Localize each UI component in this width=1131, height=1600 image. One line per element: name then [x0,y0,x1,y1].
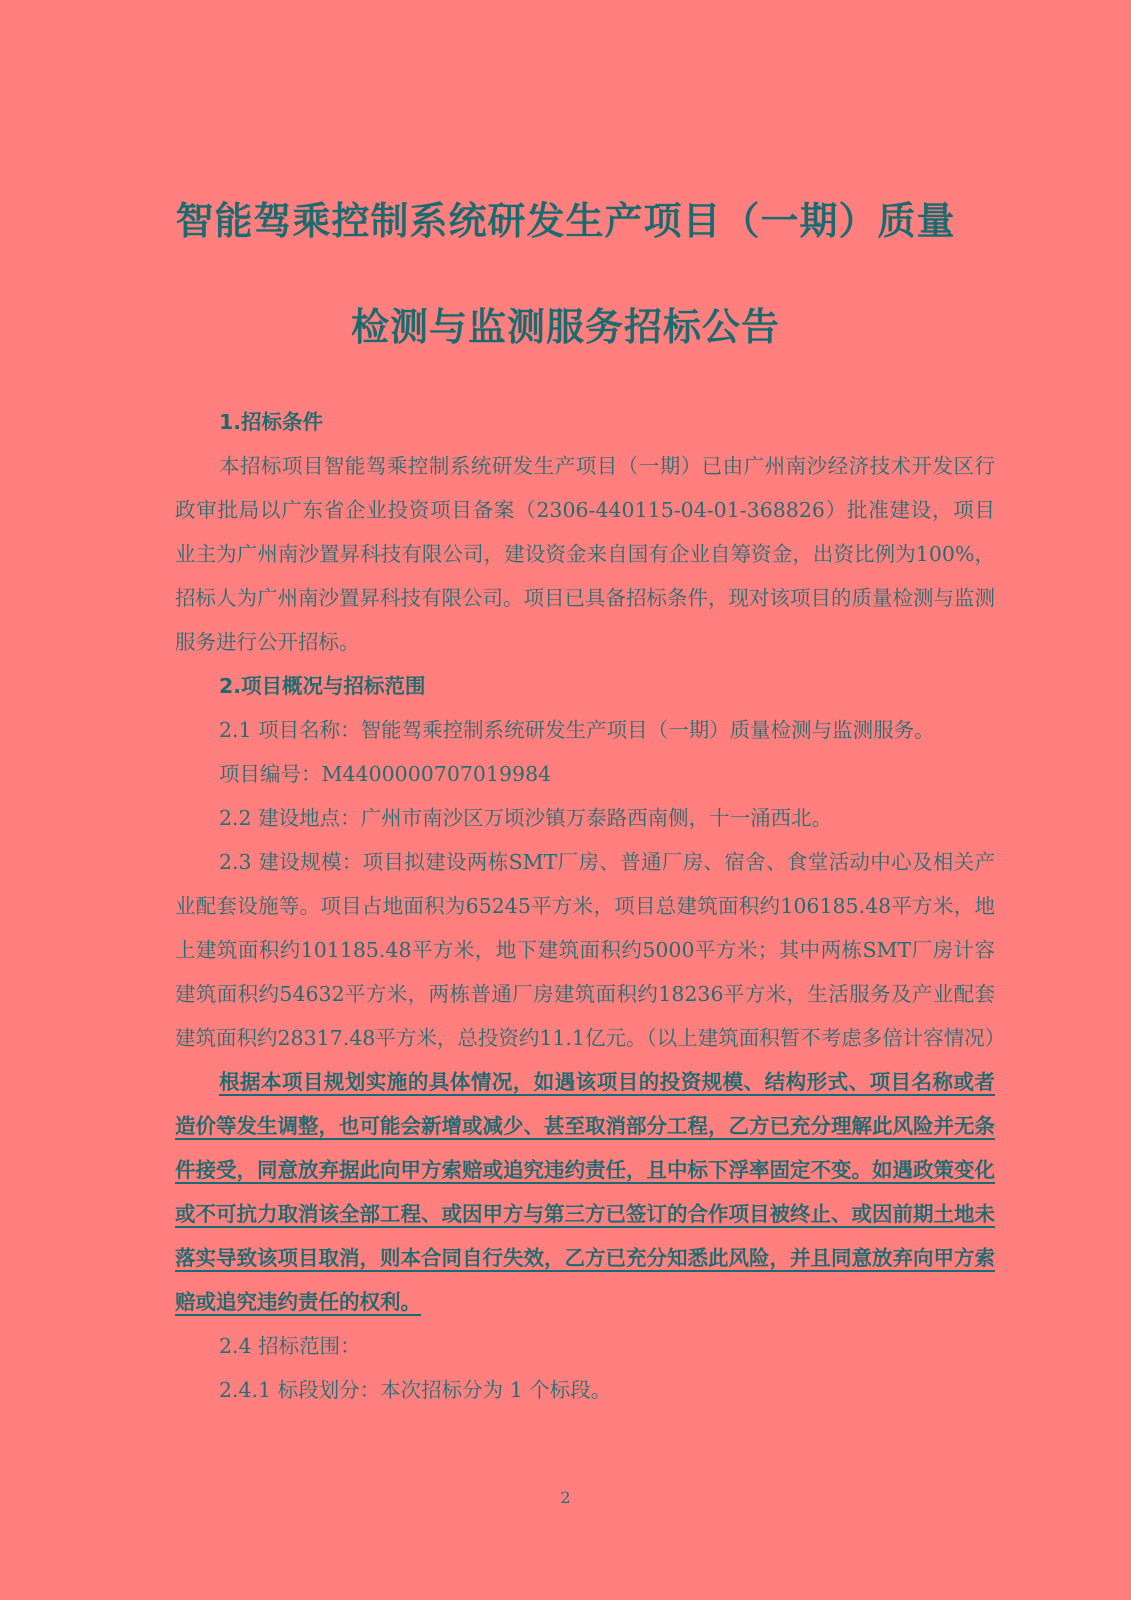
document-body [175,400,1006,1412]
section-1-paragraph: 本招标项目智能驾乘控制系统研发生产项目（一期）已由广州南沙经济技术开发区行政审批局以广东省企业投资项目备案（2306-440115-04-01-368826）批准建设，项目业主为广州南沙置昇科技有限公司，建设资金来自国有企业自筹资金，出资比例为100%，招标人为广州南沙置昇科技有限公司。项目已具备招标条件，现对该项目的质量检测与监测服务进行公开招标。 [175,454,995,654]
project-number: 项目编号：M4400000707019984 [219,762,552,786]
section-2-heading: 2.项目概况与招标范围 [219,674,426,698]
lot-division-item: 2.4.1 标段划分：本次招标分为 1 个标段。 [219,1378,612,1402]
page-number: 2 [560,1488,571,1507]
construction-scale-item: 2.3 建设规模：项目拟建设两栋SMT厂房、普通厂房、宿舍、食堂活动中心及相关产业配套设施等。项目占地面积为65245平方米，项目总建筑面积约106185.48平方米，地上建筑面积约101185.48平方米，地下建筑面积约5000平方米；其中两栋SMT厂房计容建筑面积约54632平方米，两栋普通厂房建筑面积约18236平方米，生活服务及产业配套建筑面积约28317.48平方米，总投资约11.1亿元。（以上建筑面积暂不考虑多倍计容情况） [175,850,1006,1050]
document-title-line-2: 检测与监测服务招标公告 [350,305,780,349]
project-name-item: 2.1 项目名称：智能驾乘控制系统研发生产项目（一期）质量检测与监测服务。 [219,718,935,742]
document-title-line-1: 智能驾乘控制系统研发生产项目（一期）质量 [175,199,956,243]
risk-notice-paragraph: 根据本项目规划实施的具体情况，如遇该项目的投资规模、结构形式、项目名称或者造价等发生调整，也可能会新增或减少、甚至取消部分工程，乙方已充分理解此风险并无条件接受，同意放弃据此向甲方索赔或追究违约责任，且中标下浮率固定不变。如遇政策变化或不可抗力取消该全部工程、或因甲方与第三方已签订的合作项目被终止、或因前期土地未落实导致该项目取消，则本合同自行失效，乙方已充分知悉此风险，并且同意放弃向甲方索赔或追究违约责任的权利。 [175,1070,995,1314]
tender-scope-item: 2.4 招标范围： [219,1334,361,1358]
section-1-heading: 1.招标条件 [219,410,324,434]
construction-location-item: 2.2 建设地点：广州市南沙区万顷沙镇万泰路西南侧，十一涌西北。 [219,806,833,830]
